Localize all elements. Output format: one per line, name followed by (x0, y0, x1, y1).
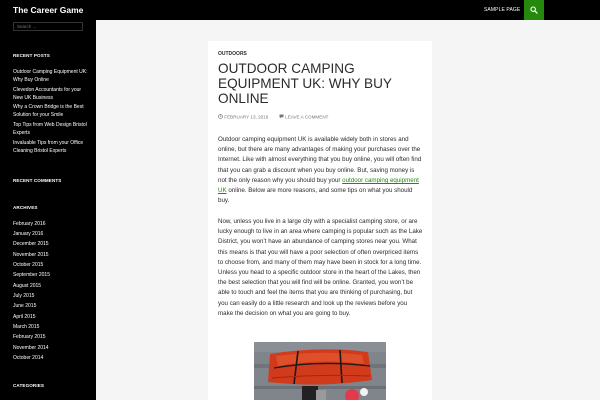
clock-icon (218, 114, 223, 119)
recent-post-link[interactable]: Outdoor Camping Equipment UK: Why Buy Online (13, 69, 88, 83)
site-title[interactable]: The Career Game (13, 5, 84, 15)
post-paragraph: Now, unless you live in a large city with a specialist camping store, or are lucky enough to live in an area where camping is popular such as the Lake District, you won’t have an abundance of camping stores near you. What this means is that you will have a poor selection of often overpriced items to choose from, and many of them may have been in stock for a long time. Unless you head to a specific outdoor store in the heart of the Lakes, then the best selection that you will find will be online. Granted, you won’t be able to touch and feel the items that you are thinking of purchasing, but you can easily do a little research and look up the reviews before you make the decision on what you are going to buy. (218, 218, 423, 317)
archive-link[interactable]: June 2015 (13, 303, 37, 309)
archive-link[interactable]: November 2014 (13, 345, 49, 351)
archive-link[interactable]: July 2015 (13, 293, 35, 299)
inline-link[interactable]: outdoor camping equipment UK (218, 176, 419, 195)
recent-post-link[interactable]: Clevedon Accountants for your New UK Business (13, 87, 82, 101)
paragraph-text: Outdoor camping equipment UK is available widely both in stores and online, but there are many advantages of making your purchases over the Internet. Like with almost everything that you buy online, you will often find that you can grab a discount when you buy online. But, saving money is not the only reason why you should buy your (218, 136, 422, 184)
search-icon (530, 6, 538, 14)
archive-link[interactable]: August 2015 (13, 283, 42, 289)
sidebar-search-input[interactable] (13, 22, 83, 31)
archive-link[interactable]: April 2015 (13, 314, 36, 320)
archive-link[interactable]: January 2016 (13, 231, 44, 237)
archives-heading: ARCHIVES (13, 205, 38, 210)
archive-link[interactable]: March 2015 (13, 324, 40, 330)
archive-link[interactable]: December 2015 (13, 241, 49, 247)
post-meta (218, 114, 328, 120)
post-category-link[interactable]: OUTDOORS (218, 51, 247, 57)
archive-link[interactable]: November 2015 (13, 252, 49, 258)
post-paragraph (218, 135, 424, 206)
archive-link[interactable]: October 2014 (13, 355, 44, 361)
archive-link[interactable]: October 2015 (13, 262, 44, 268)
paragraph-text: online. Below are more reasons, and some tips on what you should buy. (218, 187, 413, 205)
categories-heading: CATEGORIES (13, 383, 45, 388)
post-title[interactable]: OUTDOOR CAMPING EQUIPMENT UK: WHY BUY ONLINE (218, 61, 392, 106)
recent-post-link[interactable]: Why a Crown Bridge is the Best Solution for your Smile (13, 104, 84, 118)
leave-comment-link[interactable]: LEAVE A COMMENT (285, 114, 329, 120)
post-date-link[interactable]: FEBRUARY 13, 2016 (224, 114, 269, 120)
comment-icon (279, 114, 284, 119)
archive-link[interactable]: February 2016 (13, 221, 46, 227)
recent-comments-heading: RECENT COMMENTS (13, 178, 62, 183)
post-image-tent-bag (254, 342, 386, 400)
recent-post-link[interactable]: Top Tips from Web Design Bristol Experts (13, 122, 87, 136)
recent-posts-heading: RECENT POSTS (13, 53, 50, 58)
recent-post-link[interactable]: Invaluable Tips from your Office Cleaning Bristol Experts (13, 140, 84, 154)
archive-link[interactable]: September 2015 (13, 272, 50, 278)
nav-item-sample-page[interactable]: SAMPLE PAGE (484, 7, 521, 13)
site-header (0, 0, 600, 20)
search-toggle-button[interactable] (524, 0, 544, 20)
archive-link[interactable]: February 2015 (13, 334, 46, 340)
